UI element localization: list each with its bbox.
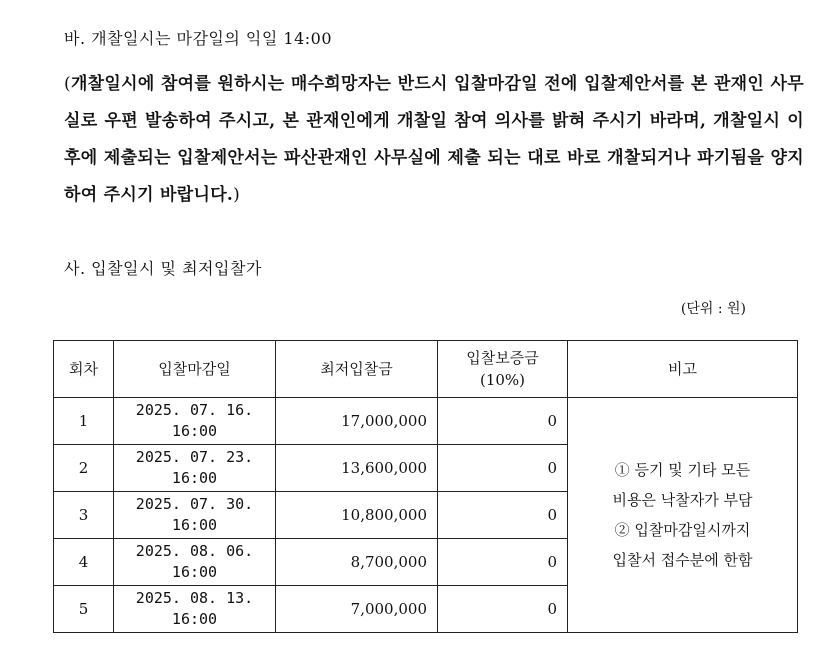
table-header-row xyxy=(54,341,798,398)
unit-label: (단위 : 원) xyxy=(680,301,746,317)
header-deposit-line1: 입찰보증금 xyxy=(466,349,539,367)
bid-schedule-table xyxy=(53,340,798,633)
section-ba-heading: 바. 개찰일시는 마감일의 익일 14:00 xyxy=(64,29,333,48)
cell-round: 5 xyxy=(54,586,114,633)
table-row xyxy=(54,398,798,445)
cell-round: 3 xyxy=(54,492,114,539)
cell-round: 1 xyxy=(54,398,114,445)
header-deadline: 입찰마감일 xyxy=(114,341,276,398)
remarks-line2: 비용은 낙찰자가 부담 xyxy=(612,491,753,509)
cell-date: 2025. 07. 23. xyxy=(135,448,254,466)
cell-deposit: 0 xyxy=(438,445,568,492)
opening-notice xyxy=(64,66,804,214)
cell-time: 16:00 xyxy=(171,469,218,487)
cell-deposit: 0 xyxy=(438,492,568,539)
cell-deposit: 0 xyxy=(438,398,568,445)
notice-close-paren: ) xyxy=(233,185,241,205)
header-remarks: 비고 xyxy=(568,341,798,398)
cell-deadline xyxy=(114,445,276,492)
header-deposit xyxy=(438,341,568,398)
notice-open-paren: ( xyxy=(64,74,71,94)
cell-min-price: 13,600,000 xyxy=(276,445,438,492)
section-sa-heading: 사. 입찰일시 및 최저입찰가 xyxy=(64,259,262,278)
cell-date: 2025. 08. 13. xyxy=(135,589,254,607)
remarks-line3: ② 입찰마감일시까지 xyxy=(614,521,751,539)
cell-round: 4 xyxy=(54,539,114,586)
remarks-line1: ① 등기 및 기타 모든 xyxy=(614,461,751,479)
cell-remarks xyxy=(568,398,798,633)
cell-date: 2025. 07. 16. xyxy=(135,401,254,419)
cell-deadline xyxy=(114,398,276,445)
cell-min-price: 10,800,000 xyxy=(276,492,438,539)
remarks-line4: 입찰서 접수분에 한함 xyxy=(612,551,753,569)
header-min-price: 최저입찰금 xyxy=(276,341,438,398)
cell-date: 2025. 08. 06. xyxy=(135,542,254,560)
header-deposit-line2: (10%) xyxy=(479,371,526,389)
cell-deadline xyxy=(114,539,276,586)
cell-min-price: 8,700,000 xyxy=(276,539,438,586)
cell-time: 16:00 xyxy=(171,516,218,534)
cell-deadline xyxy=(114,492,276,539)
cell-time: 16:00 xyxy=(171,563,218,581)
cell-round: 2 xyxy=(54,445,114,492)
header-round: 회차 xyxy=(54,341,114,398)
cell-time: 16:00 xyxy=(171,610,218,628)
cell-min-price: 17,000,000 xyxy=(276,398,438,445)
cell-min-price: 7,000,000 xyxy=(276,586,438,633)
cell-date: 2025. 07. 30. xyxy=(135,495,254,513)
cell-time: 16:00 xyxy=(171,422,218,440)
cell-deposit: 0 xyxy=(438,539,568,586)
notice-text: 개찰일시에 참여를 원하시는 매수희망자는 반드시 입찰마감일 전에 입찰제안서를 본 관재인 사무실로 우편 발송하여 주시고, 본 관재인에게 개찰일 참여 의사를 밝혀 주시기 바라며, 개찰일시 이후에 제출되는 입찰제안서는 파산관재인 사무실에 제출 되는 대로 바로 개찰되거나 파기됨을 양지하여 주시기 바랍니다. xyxy=(64,74,804,205)
cell-deadline xyxy=(114,586,276,633)
cell-deposit: 0 xyxy=(438,586,568,633)
